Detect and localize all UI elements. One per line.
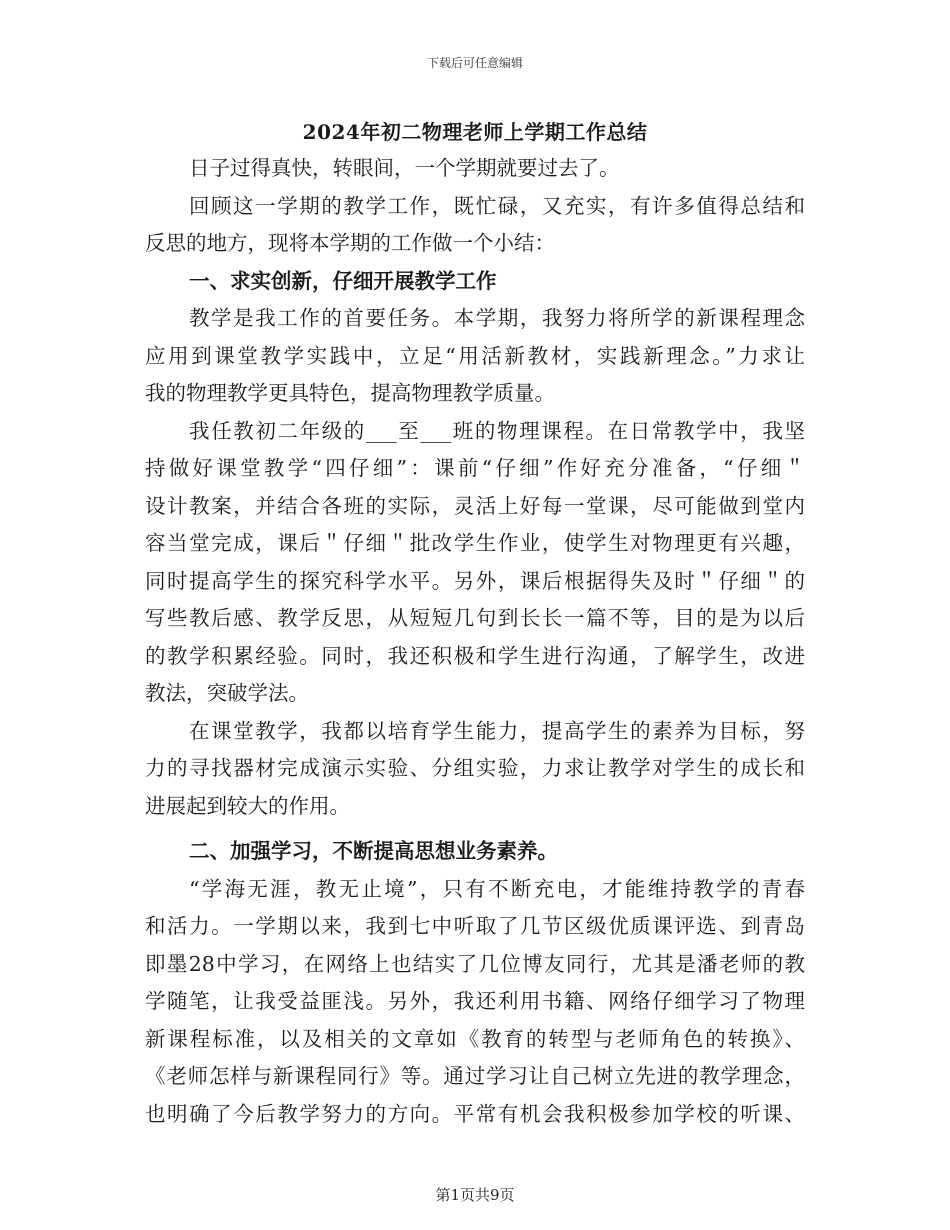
paragraph-line: 即墨28中学习，在网络上也结实了几位博友同行，尤其是潘老师的教 bbox=[145, 951, 805, 976]
paragraph-line: 教法，突破学法。 bbox=[145, 681, 309, 705]
paragraph-line: 应用到课堂教学实践中，立足“用活新教材，实践新理念。”力求让 bbox=[145, 343, 805, 368]
paragraph-line: 《老师怎样与新课程同行》等。通过学习让自己树立先进的教学理念， bbox=[145, 1064, 805, 1088]
paragraph-line: 新课程标准，以及相关的文章如《教育的转型与老师角色的转换》、 bbox=[145, 1026, 805, 1051]
paragraph-line: 和活力。一学期以来，我到七中听取了几节区级优质课评选、到青岛 bbox=[145, 914, 805, 938]
paragraph-line: 容当堂完成，课后＂仔细＂批改学生作业，使学生对物理更有兴趣， bbox=[145, 531, 805, 555]
section-heading: 一、求实创新，仔细开展教学工作 bbox=[189, 268, 497, 293]
paragraph-line: 在课堂教学，我都以培育学生能力，提高学生的素养为目标，努 bbox=[189, 718, 805, 743]
paragraph-line: “学海无涯，教无止境”，只有不断充电，才能维持教学的青春 bbox=[189, 876, 805, 901]
paragraph-line: 力的寻找器材完成演示实验、分组实验，力求让教学对学生的成长和 bbox=[145, 756, 805, 780]
paragraph-line: 同时提高学生的探究科学水平。另外，课后根据得失及时＂仔细＂的 bbox=[145, 568, 805, 593]
paragraph-line: 的教学积累经验。同时，我还积极和学生进行沟通，了解学生，改进 bbox=[145, 643, 805, 668]
paragraph-line: 反思的地方，现将本学期的工作做一个小结： bbox=[145, 231, 555, 255]
paragraph-line: 回顾这一学期的教学工作，既忙碌，又充实，有许多值得总结和 bbox=[189, 193, 805, 218]
paragraph-line: 持做好课堂教学“四仔细”：课前“仔细”作好充分准备，“仔细＂ bbox=[145, 456, 805, 480]
document-title: 2024年初二物理老师上学期工作总结 bbox=[302, 120, 648, 144]
paragraph-line: 学随笔，让我受益匪浅。另外，我还利用书籍、网络仔细学习了物理 bbox=[145, 989, 805, 1013]
section-gap bbox=[145, 825, 805, 833]
paragraph-line: 设计教案，并结合各班的实际，灵活上好每一堂课，尽可能做到堂内 bbox=[145, 493, 805, 518]
page-number-footer: 第1页共9页 bbox=[435, 1186, 515, 1204]
paragraph-line: 我任教初二年级的___至___班的物理课程。在日常教学中，我坚 bbox=[189, 418, 805, 443]
paragraph-line: 也明确了今后教学努力的方向。平常有机会我积极参加学校的听课、 bbox=[145, 1101, 805, 1126]
section-heading: 二、加强学习，不断提高思想业务素养。 bbox=[189, 839, 558, 863]
paragraph-line: 写些教后感、教学反思，从短短几句到长长一篇不等，目的是为以后 bbox=[145, 606, 805, 630]
paragraph-line: 日子过得真快，转眼间，一个学期就要过去了。 bbox=[189, 156, 620, 180]
paragraph-line: 我的物理教学更具特色，提高物理教学质量。 bbox=[145, 381, 555, 405]
paragraph-line: 教学是我工作的首要任务。本学期，我努力将所学的新课程理念 bbox=[189, 306, 805, 330]
page-header-note: 下载后可任意编辑 bbox=[426, 56, 523, 70]
document-body bbox=[145, 150, 805, 1133]
paragraph-line: 进展起到较大的作用。 bbox=[145, 793, 350, 818]
